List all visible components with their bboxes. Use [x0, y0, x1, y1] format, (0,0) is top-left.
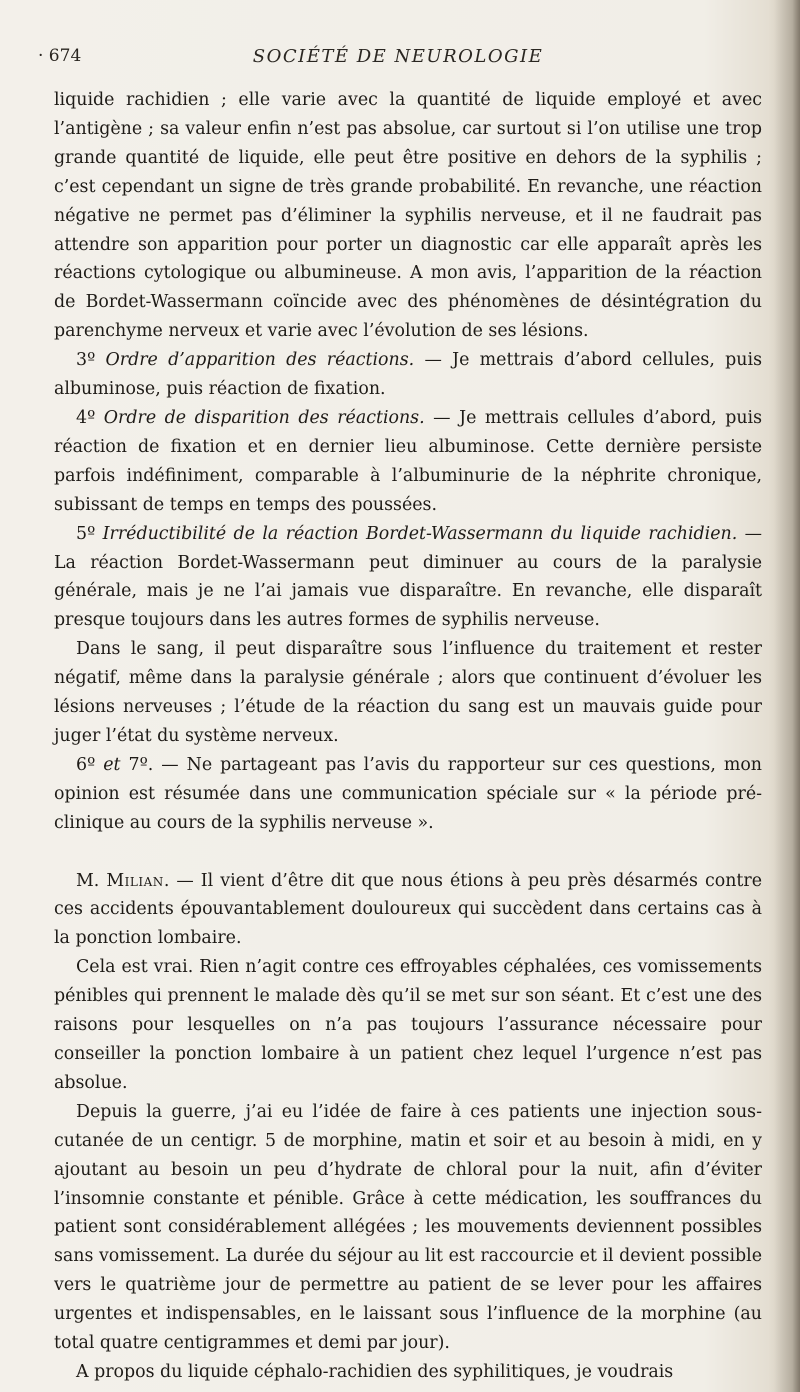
paragraph-item-5 — [54, 520, 762, 636]
body-text — [54, 86, 762, 1387]
item-number: 5º — [76, 523, 96, 544]
item-text: — La réaction Bordet-Wassermann peut diminuer au cours de la paralysie générale, mais je ne l’ai jamais vue disparaître. En revanche, elle disparaît presque toujours dans les autres formes de syphilis nerveuse. — [54, 523, 763, 631]
paragraph-item-4 — [54, 404, 762, 520]
item-title: Ordre d’apparition des réactions. — [105, 350, 415, 371]
paragraph-cephalees: Cela est vrai. Rien n’agit contre ces effroyables céphalées, ces vomissements pénibles qui prennent le malade dès qu’il se met sur son séant. Et c’est une des raisons pour lesquelles on n’a pas toujours l’assurance nécessaire pour conseiller la ponction lombaire à un patient chez lequel l’urgence n’est pas absolue. — [54, 957, 762, 1093]
paragraph-continuation: liquide rachidien ; elle varie avec la quantité de liquide employé et avec l’antigène ; sa valeur enfin n’est pas absolue, car surtout si l’on utilise une trop grande quantité de liquide, elle peut être positive en dehors de la syphilis ; c’est cependant un signe de très grande probabilité. En revanche, une réaction négative ne permet pas d’éliminer la syphilis nerveuse, et il ne faudrait pas attendre son apparition pour porter un diagnostic car elle apparaît après les réactions cytologique ou albumineuse. A mon avis, l’apparition de la réaction de Bordet-Wassermann coïncide avec des phénomènes de désintégration du parenchyme nerveux et varie avec l’évolution de ses lésions. — [54, 90, 762, 342]
speaker-name: Milian — [106, 870, 164, 891]
item-text: — Ne partageant pas l’avis du rapporteur sur ces questions, mon opinion est résumée dans une communication spéciale sur « la période pré-clinique au cours de la syphilis nerveuse ». — [54, 754, 762, 833]
running-head: SOCIÉTÉ DE NEUROLOGIE — [252, 46, 544, 67]
speaker-prefix: M. — [76, 870, 107, 891]
paragraph-milian — [54, 867, 762, 954]
page-number: · 674 — [38, 46, 82, 66]
item-title: Ordre de disparition des réactions. — [103, 407, 425, 428]
item-text: — Je mettrais cellules d’abord, puis réaction de fixation et en dernier lieu albuminose. Cette dernière persiste parfois indéfiniment, comparable à l’albuminurie de la néphrite chronique, subissant de temps en temps des poussées. — [54, 407, 763, 515]
item-title: Irréductibilité de la réaction Bordet-Wassermann du liquide rachidien. — [102, 523, 738, 544]
paragraph-blood: Dans le sang, il peut disparaître sous l’influence du traitement et rester négatif, même dans la paralysie générale ; alors que continuent d’évoluer les lésions nerveuses ; l’étude de la réaction du sang est un mauvais guide pour juger l’état du système nerveux. — [54, 639, 762, 746]
paragraph-item-6-7 — [54, 751, 762, 838]
page-edge-shadow — [774, 0, 800, 1392]
speaker-text: . — Il vient d’être dit que nous étions à peu près désarmés contre ces accidents épouvantablement douloureux qui succèdent dans certains cas à la ponction lombaire. — [54, 870, 762, 949]
paragraph-final: A propos du liquide céphalo-rachidien des syphilitiques, je voudrais — [76, 1361, 674, 1382]
page-header — [38, 46, 758, 74]
item-number: 4º — [76, 407, 96, 428]
paragraph-item-3 — [54, 346, 762, 404]
item-conjunction: et — [103, 754, 121, 775]
paragraph-morphine: Depuis la guerre, j’ai eu l’idée de faire à ces patients une injection sous-cutanée de un centigr. 5 de morphine, matin et soir et au besoin à midi, en y ajoutant au besoin un peu d’hydrate de chloral pour la nuit, afin d’éviter l’insomnie constante et pénible. Grâce à cette médication, les souffrances du patient sont considérablement allégées ; les mouvements deviennent possibles sans vomissement. La durée du séjour au lit est raccourcie et il devient possible vers le quatrième jour de permettre au patient de se lever pour les affaires urgentes et indispensables, en le laissant sous l’influence de la morphine (au total quatre centigrammes et demi par jour). — [54, 1101, 762, 1354]
item-number: 6º — [76, 754, 104, 775]
item-number: 3º — [76, 350, 96, 371]
item-text: — Je mettrais d’abord cellules, puis albuminose, puis réaction de fixation. — [54, 350, 762, 400]
item-number: 7º. — [120, 754, 154, 775]
